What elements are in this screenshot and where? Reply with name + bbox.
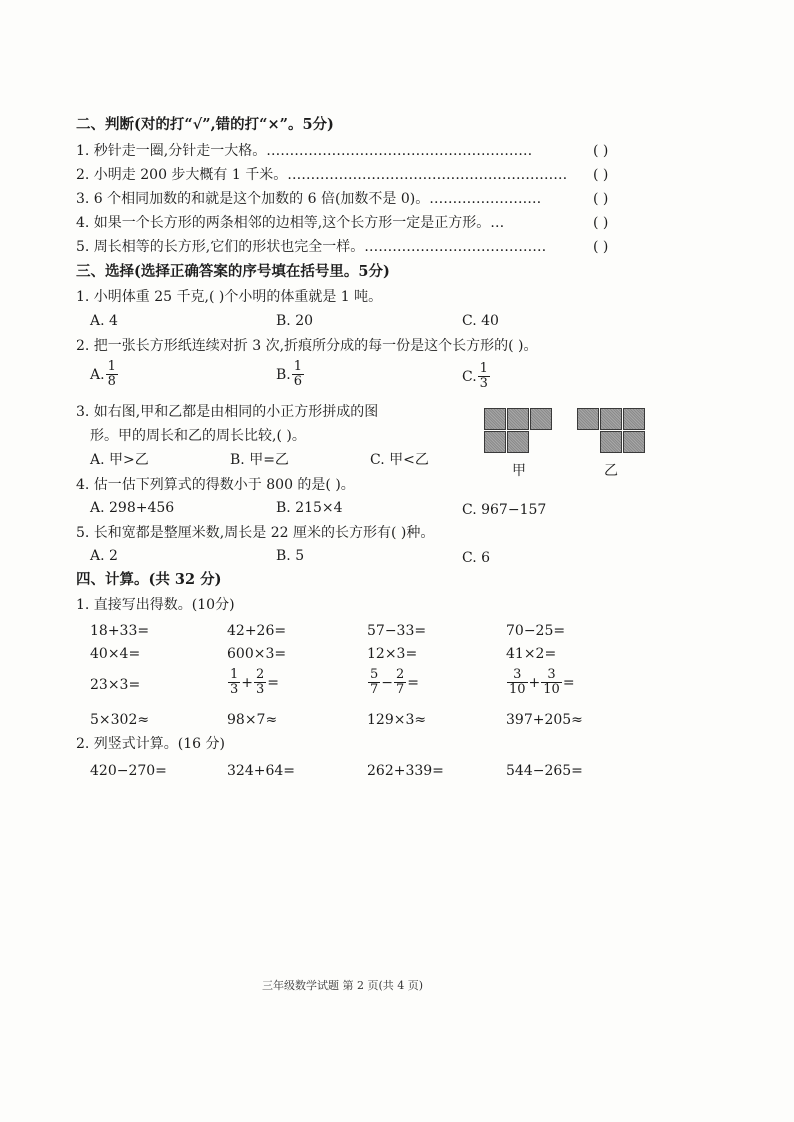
q3-option-c[interactable]: C. 甲<乙 <box>370 452 429 468</box>
q3-option-b[interactable]: B. 甲=乙 <box>230 452 289 468</box>
fraction: $\frac{2}{7}$ <box>396 667 405 697</box>
judge-item-1: 1. 秒针走一圈,分针走一大格。………………………………………………… <box>76 143 533 159</box>
calc-r4-c4[interactable]: 397+205≈ <box>506 712 583 728</box>
calc-r3-c2[interactable]: $\frac{1}{3}$ + $\frac{2}{3}$ = <box>230 667 280 697</box>
section4-title: 四、计算。(共 32 分) <box>76 571 222 588</box>
section2-title: 二、判断(对的打“√”,错的打“×”。5分) <box>76 116 334 133</box>
calc-r1-c1[interactable]: 18+33= <box>90 623 150 639</box>
fraction: $\frac{1}{8}$ <box>107 359 116 389</box>
q3-option-a[interactable]: A. 甲>乙 <box>90 452 149 468</box>
fraction: $\frac{3}{10}$ <box>543 667 560 697</box>
choice-q3-line1: 3. 如右图,甲和乙都是由相同的小正方形拼成的图 <box>76 404 379 420</box>
choice-q5: 5. 长和宽都是整厘米数,周长是 22 厘米的长方形有( )种。 <box>76 525 435 541</box>
calc-r4-c1[interactable]: 5×302≈ <box>90 712 150 728</box>
q5-option-a[interactable]: A. 2 <box>90 548 118 564</box>
q4-option-a[interactable]: A. 298+456 <box>90 500 175 516</box>
section3-title: 三、选择(选择正确答案的序号填在括号里。5分) <box>76 263 390 280</box>
calc-r2-c4[interactable]: 41×2= <box>506 646 557 662</box>
q1-option-c[interactable]: C. 40 <box>462 313 499 329</box>
section4-sub2: 2. 列竖式计算。(16 分) <box>76 736 225 752</box>
figure-yi-label: 乙 <box>604 463 618 479</box>
answer-paren-2[interactable]: ( ) <box>593 167 609 183</box>
q2-option-c[interactable]: C. $\frac{1}{3}$ <box>462 361 488 391</box>
q5-option-c[interactable]: C. 6 <box>462 550 491 566</box>
q1-option-a[interactable]: A. 4 <box>90 313 118 329</box>
calc-r1-c2[interactable]: 42+26= <box>227 623 287 639</box>
figure-jia <box>484 408 556 454</box>
fraction: $\frac{1}{6}$ <box>293 359 303 389</box>
calc-r2-c3[interactable]: 12×3= <box>367 646 418 662</box>
calc-r3-c1[interactable]: 23×3= <box>90 677 141 693</box>
fraction: $\frac{1}{3}$ <box>230 667 239 697</box>
choice-q1: 1. 小明体重 25 千克,( )个小明的体重就是 1 吨。 <box>76 289 383 305</box>
judge-item-3: 3. 6 个相同加数的和就是这个加数的 6 倍(加数不是 0)。…………………… <box>76 191 542 207</box>
calc-r5-c1[interactable]: 420−270= <box>90 763 167 779</box>
choice-q2: 2. 把一张长方形纸连续对折 3 次,折痕所分成的每一份是这个长方形的( )。 <box>76 338 538 354</box>
answer-paren-3[interactable]: ( ) <box>593 191 609 207</box>
calc-r2-c1[interactable]: 40×4= <box>90 646 141 662</box>
fraction: $\frac{3}{10}$ <box>509 667 526 697</box>
q2-option-b[interactable]: B. $\frac{1}{6}$ <box>276 359 303 389</box>
q5-option-b[interactable]: B. 5 <box>276 548 305 564</box>
calc-r4-c2[interactable]: 98×7≈ <box>227 712 278 728</box>
calc-r5-c4[interactable]: 544−265= <box>506 763 583 779</box>
q1-option-b[interactable]: B. 20 <box>276 313 314 329</box>
choice-q3-line2: 形。甲的周长和乙的周长比较,( )。 <box>90 428 306 444</box>
calc-r2-c2[interactable]: 600×3= <box>227 646 287 662</box>
figure-jia-label: 甲 <box>512 463 526 479</box>
fraction: $\frac{2}{3}$ <box>256 667 265 697</box>
calc-r1-c3[interactable]: 57−33= <box>367 623 427 639</box>
judge-item-5: 5. 周长相等的长方形,它们的形状也完全一样。………………………………… <box>76 239 547 255</box>
answer-paren-1[interactable]: ( ) <box>593 143 609 159</box>
choice-q4: 4. 估一估下列算式的得数小于 800 的是( )。 <box>76 477 355 493</box>
calc-r1-c4[interactable]: 70−25= <box>506 623 566 639</box>
figure-yi <box>577 408 649 454</box>
q4-option-c[interactable]: C. 967−157 <box>462 502 547 518</box>
calc-r3-c3[interactable]: $\frac{5}{7}$ − $\frac{2}{7}$ = <box>370 667 420 697</box>
calc-r4-c3[interactable]: 129×3≈ <box>367 712 427 728</box>
calc-r5-c3[interactable]: 262+339= <box>367 763 444 779</box>
answer-paren-5[interactable]: ( ) <box>593 239 609 255</box>
judge-item-2: 2. 小明走 200 步大概有 1 千米。…………………………………………………… <box>76 167 568 183</box>
fraction: $\frac{5}{7}$ <box>370 667 379 697</box>
q2-option-a[interactable]: A. $\frac{1}{8}$ <box>90 359 116 389</box>
calc-r3-c4[interactable]: $\frac{3}{10}$ + $\frac{3}{10}$ = <box>509 667 575 697</box>
calc-r5-c2[interactable]: 324+64= <box>227 763 295 779</box>
answer-paren-4[interactable]: ( ) <box>593 215 609 231</box>
fraction: $\frac{1}{3}$ <box>479 361 488 391</box>
page-footer: 三年级数学试题 第 2 页(共 4 页) <box>262 979 424 992</box>
judge-item-4: 4. 如果一个长方形的两条相邻的边相等,这个长方形一定是正方形。… <box>76 215 505 231</box>
section4-sub1: 1. 直接写出得数。(10分) <box>76 597 235 613</box>
q4-option-b[interactable]: B. 215×4 <box>276 500 343 516</box>
